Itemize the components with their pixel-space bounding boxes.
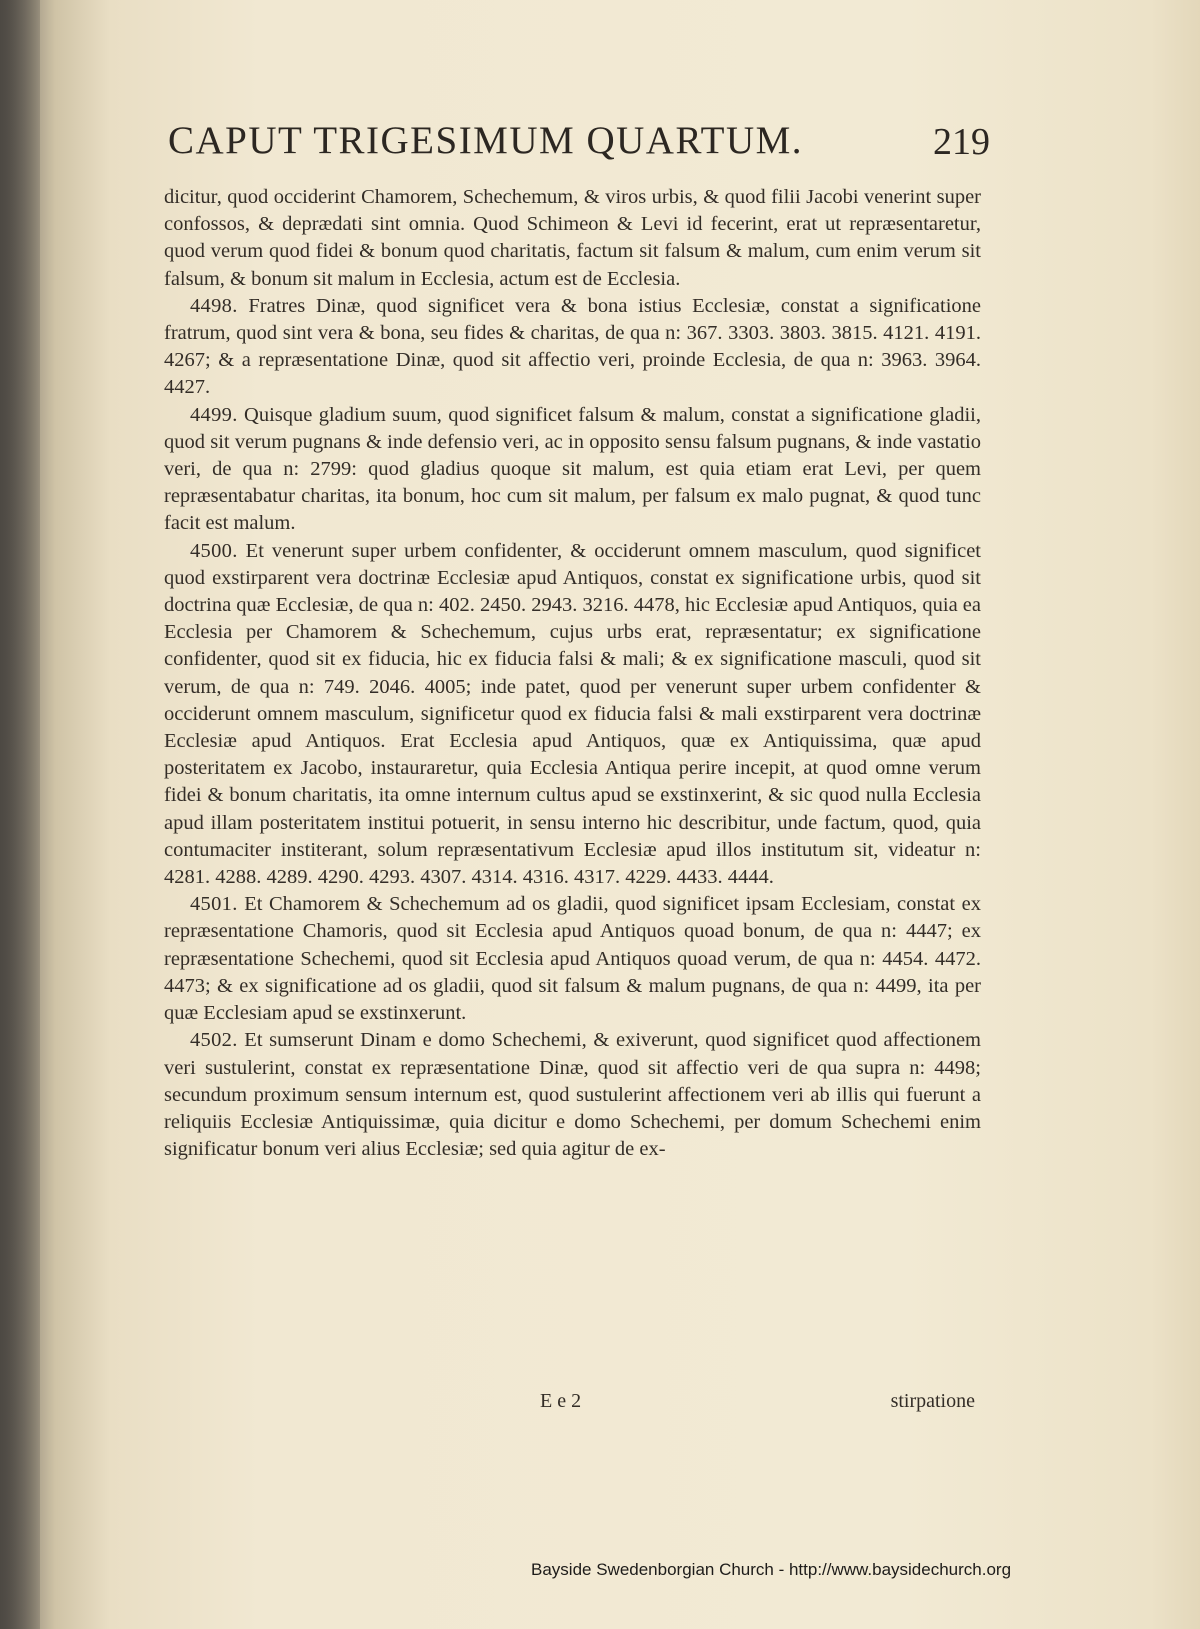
paragraph-number: 4498. xyxy=(190,294,238,317)
running-title: CAPUT TRIGESIMUM QUARTUM. xyxy=(168,119,804,162)
paragraph-text: Fratres Dinæ, quod significet vera & bona istius Ecclesiæ, constat a significatione fratrum, quod sint vera & bona, seu fides & charitas, de qua n: 367. 3303. 3803. 3815. 4121. 4191. 4267; & a repræsentatione Dinæ, quod sit affectio veri, proinde Ecclesia, de qua n: 3963. 3964. 4427. xyxy=(164,294,981,399)
page-number: 219 xyxy=(933,121,990,163)
paragraph-4502 xyxy=(164,1027,981,1163)
paragraph-4501 xyxy=(164,891,981,1027)
paragraph-text: Et sumserunt Dinam e domo Schechemi, & exiverunt, quod significet quod affectionem veri sustulerint, constat ex repræsentatione Dinæ, quod sit affectio veri de qua supra n: 4498; secundum proximum sensum internum est, quod sustulerint affectionem veri ab illis qui fuerunt a reliquiis Ecclesiæ Antiquissimæ, quia dicitur e domo Schechemi, per domum Schechemi enim significatur bonum veri alius Ecclesiæ; sed quia agitur de ex- xyxy=(164,1029,982,1161)
paragraph-4500 xyxy=(164,538,981,892)
paragraph-number: 4502. xyxy=(190,1029,238,1052)
watermark-text: Bayside Swedenborgian Church - http://www.baysidechurch.org xyxy=(531,1560,1012,1579)
paragraph-continuation xyxy=(164,184,981,293)
signature-mark: E e 2 xyxy=(540,1390,582,1412)
paragraph-text: Quisque gladium suum, quod significet falsum & malum, constat a significatione gladii, quod sit verum pugnans & inde defensio veri, ac in opposito sensu falsum pugnans, & inde vastatio veri, de qua n: 2799: quod gladius quoque sit malum, est quia etiam erat Levi, per quem repræsentabatur charitas, ita bonum, hoc cum sit malum, per falsum ex malo pugnat, & quod tunc facit est malum. xyxy=(164,403,981,535)
page-header xyxy=(168,118,990,174)
paragraph-text: Et venerunt super urbem confidenter, & occiderunt omnem masculum, quod significet quod exstirparent vera doctrinæ Ecclesiæ apud Antiquos, constat ex significatione urbis, quod sit doctrina quæ Ecclesiæ, de qua n: 402. 2450. 2943. 3216. 4478, hic Ecclesiæ apud Antiquos, quia ea Ecclesia per Chamorem & Schechemum, cujus urbs erat, repræsentatur; ex significatione confidenter, quod sit ex fiducia, hic ex fiducia falsi & mali; & ex significatione masculi, quod sit verum, de qua n: 749. 2046. 4005; inde patet, quod per venerunt super urbem confidenter & occiderunt omnem masculum, significetur quod ex fiducia falsi & mali exstirparent vera doctrinæ Ecclesiæ apud Antiquos. Erat Ecclesia apud Antiquos, quæ ex Antiquissima, quæ apud posteritatem ex Jacobo, instauraretur, quia Ecclesia Antiqua perire incepit, at quod omne verum fidei & bonum charitatis, ita omne internum cultus apud se exstinxerint, & sic quod nulla Ecclesia apud illam posteritatem institui potuerit, in sensu interno hic describitur, unde factum, quod, quia contumaciter institerant, solum repræsentativum Ecclesiæ apud illos institutum sit, videatur n: 4281. 4288. 4289. 4290. 4293. 4307. 4314. 4316. 4317. 4229. 4433. 4444. xyxy=(164,539,982,889)
body-text xyxy=(164,184,981,1163)
paragraph-4498 xyxy=(164,293,981,402)
paragraph-number: 4499. xyxy=(190,403,238,426)
paragraph-number: 4501. xyxy=(190,893,238,916)
catchword: stirpatione xyxy=(890,1390,975,1412)
paragraph-number: 4500. xyxy=(190,539,238,562)
book-spine-shadow xyxy=(0,0,40,1629)
paragraph-text: Et Chamorem & Schechemum ad os gladii, quod significet ipsam Ecclesiam, constat ex repræsentatione Chamoris, quod sit Ecclesia apud Antiquos quoad bonum, de qua n: 4447; ex repræsentatione Schechemi, quod sit Ecclesia apud Antiquos quoad verum, de qua n: 4454. 4472. 4473; & ex significatione ad os gladii, quod sit falsum & malum pugnans, de qua n: 4499, ita per quæ Ecclesiam apud se exstinxerunt. xyxy=(164,893,981,1025)
paragraph-text: dicitur, quod occiderint Chamorem, Schechemum, & viros urbis, & quod filii Jacobi venerint super confossos, & deprædati sint omnia. Quod Schimeon & Levi id fecerint, erat ut repræsentaretur, quod verum quod fidei & bonum quod charitatis, factum sit falsum & malum, cum enim verum sit falsum, & bonum sit malum in Ecclesia, actum est de Ecclesia. xyxy=(164,186,981,290)
paragraph-4499 xyxy=(164,402,981,538)
